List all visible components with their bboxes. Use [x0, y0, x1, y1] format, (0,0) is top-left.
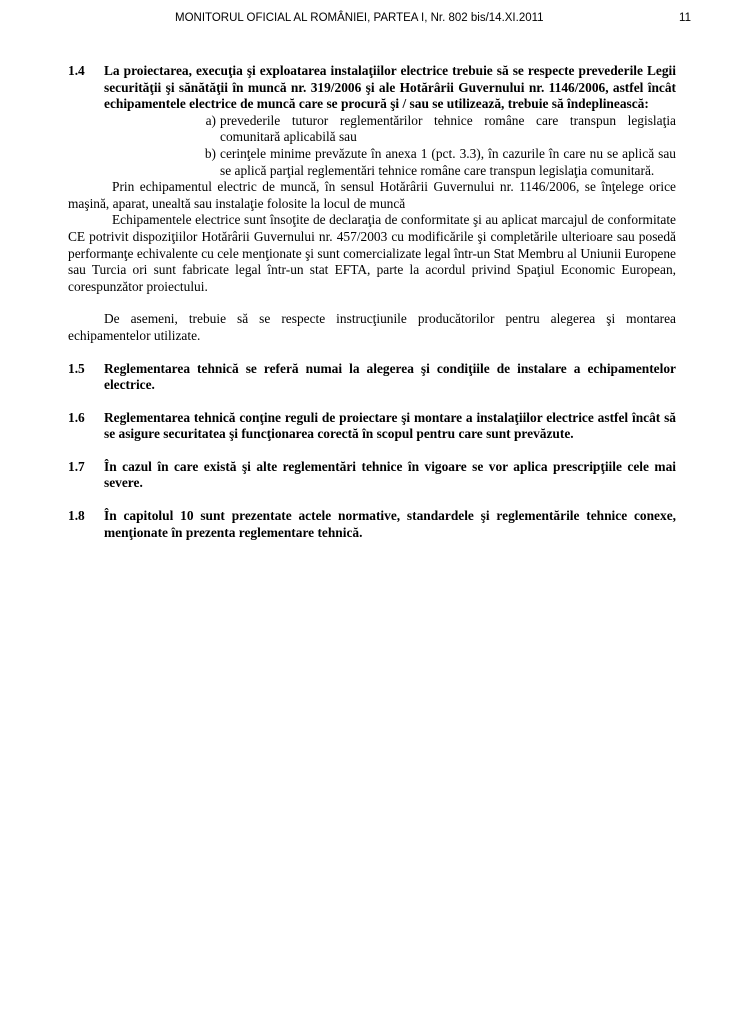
list-item-text: cerinţele minime prevăzute în anexa 1 (pct. 3.3), în cazurile în care nu se aplică sau se aplică parţial reglementări tehnice române care transpun legislaţia comunitară. [220, 145, 676, 178]
page-header [0, 12, 729, 30]
list-item [188, 146, 676, 179]
section-number: 1.5 [68, 360, 85, 376]
section-1-8 [68, 508, 676, 541]
list-item [188, 113, 676, 146]
paragraph-definition: Prin echipamentul electric de muncă, în sensul Hotărârii Guvernului nr. 1146/2006, se înţelege orice maşină, aparat, unealtă sau instalaţie folosite la locul de muncă [68, 179, 676, 211]
section-1-6 [68, 410, 676, 443]
section-text: Reglementarea tehnică se referă numai la alegerea şi condiţiile de instalare a echipamentelor electrice. [104, 360, 676, 393]
spacer [68, 394, 676, 410]
section-1-4 [68, 63, 676, 113]
list-item-label: b) [204, 145, 216, 161]
list-item-label: a) [205, 112, 216, 128]
spacer [68, 345, 676, 361]
section-number: 1.4 [68, 63, 85, 78]
section-text: În capitolul 10 sunt prezentate actele normative, standardele şi reglementările tehnice conexe, menţionate în prezenta reglementare tehnică. [104, 508, 676, 540]
list-item-text: prevederile tuturor reglementărilor tehnice române care transpun legislaţia comunitară aplicabilă sau [220, 112, 676, 145]
section-text: La proiectarea, execuţia şi exploatarea instalaţiilor electrice trebuie să se respecte prevederile Legii securităţii şi sănătăţii în muncă nr. 319/2006 şi ale Hotărârii Guvernului nr. 1146/2006, astfel încât echipamentele electrice de muncă care se procură şi / sau se utilizează, trebuie să îndeplinească: [104, 63, 676, 112]
section-text: Reglementarea tehnică conţine reguli de proiectare şi montare a instalaţiilor electrice astfel încât să se asigure securitatea şi funcţionarea corectă în scopul pentru care sunt prevăzute. [104, 409, 676, 442]
page-number: 11 [679, 12, 691, 24]
paragraph-conformity: Echipamentele electrice sunt însoţite de declaraţia de conformitate şi au aplicat marcajul de conformitate CE potrivit dispoziţiilor Hotărârii Guvernului nr. 457/2003 cu modificările şi completările ulterioare sau posedă performanţe echivalente cu cele menţionate şi sunt comercializate legal într-un Stat Membru al Uniunii Europene sau Turcia ori sunt fabricate legal într-un stat EFTA, parte la acordul privind Spaţiul Economic European, corespunzător proiectului. [68, 212, 676, 294]
section-number: 1.8 [68, 508, 85, 524]
section-number: 1.7 [68, 458, 85, 474]
spacer [68, 492, 676, 508]
header-title: MONITORUL OFICIAL AL ROMÂNIEI, PARTEA I, Nr. 802 bis/14.XI.2011 [175, 12, 544, 24]
section-1-5 [68, 361, 676, 394]
section-number: 1.6 [68, 409, 85, 425]
spacer [68, 295, 676, 311]
section-text: În cazul în care există şi alte reglementări tehnice în vigoare se vor aplica prescripţiile cele mai severe. [104, 458, 676, 491]
page-content [68, 63, 676, 541]
spacer [68, 443, 676, 459]
requirements-list [188, 113, 676, 179]
paragraph-instructions: De asemeni, trebuie să se respecte instrucţiunile producătorilor pentru alegerea şi montarea echipamentelor utilizate. [68, 311, 676, 343]
section-1-7 [68, 459, 676, 492]
